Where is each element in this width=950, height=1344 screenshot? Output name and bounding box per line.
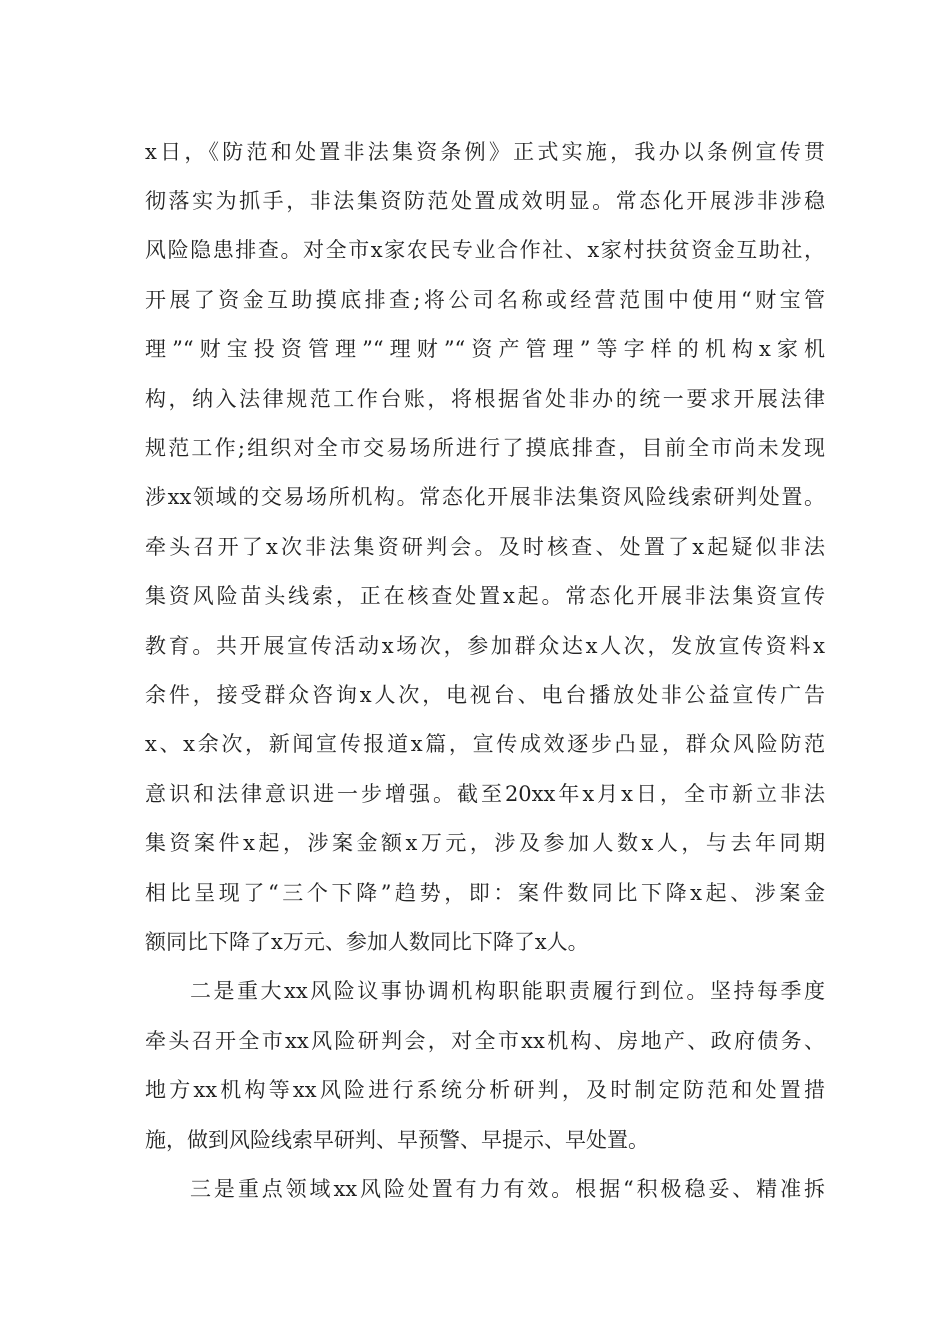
paragraph-first-line: 二是重大xx风险议事协调机构职能职责履行到位。坚持每季度 xyxy=(190,979,825,1003)
text-line: 教育。共开展宣传活动x场次，参加群众达x人次，发放宣传资料x xyxy=(145,634,825,658)
text-line: 涉xx领域的交易场所机构。常态化开展非法集资风险线索研判处置。 xyxy=(145,485,825,509)
text-line: 施，做到风险线索早研判、早预警、早提示、早处置。 xyxy=(145,1128,649,1152)
text-line: x日，《防范和处置非法集资条例》正式实施，我办以条例宣传贯 xyxy=(145,140,825,164)
text-line: 集资案件x起，涉案金额x万元，涉及参加人数x人，与去年同期 xyxy=(145,831,825,855)
text-line: 牵头召开了x次非法集资研判会。及时核查、处置了x起疑似非法 xyxy=(145,535,825,559)
paragraph-first-line: 三是重点领域xx风险处置有力有效。根据“积极稳妥、精准拆 xyxy=(190,1177,825,1201)
text-line: 理”“财宝投资管理”“理财”“资产管理”等字样的机构x家机 xyxy=(145,337,825,361)
text-line: 余件，接受群众咨询x人次，电视台、电台播放处非公益宣传广告 xyxy=(145,683,825,707)
text-line: 集资风险苗头线索，正在核查处置x起。常态化开展非法集资宣传 xyxy=(145,584,825,608)
text-line: 地方xx机构等xx风险进行系统分析研判，及时制定防范和处置措 xyxy=(145,1078,825,1102)
text-line: 意识和法律意识进一步增强。截至20xx年x月x日，全市新立非法 xyxy=(145,782,825,806)
text-line: 风险隐患排查。对全市x家农民专业合作社、x家村扶贫资金互助社， xyxy=(145,238,825,262)
text-line: x、x余次，新闻宣传报道x篇，宣传成效逐步凸显，群众风险防范 xyxy=(145,732,825,756)
text-line: 构，纳入法律规范工作台账，将根据省处非办的统一要求开展法律 xyxy=(145,387,825,411)
text-line: 额同比下降了x万元、参加人数同比下降了x人。 xyxy=(145,930,589,954)
text-line: 彻落实为抓手，非法集资防范处置成效明显。常态化开展涉非涉稳 xyxy=(145,189,825,213)
text-line: 开展了资金互助摸底排查;将公司名称或经营范围中使用“财宝管 xyxy=(145,288,825,312)
text-line: 牵头召开全市xx风险研判会，对全市xx机构、房地产、政府债务、 xyxy=(145,1029,825,1053)
text-line: 规范工作;组织对全市交易场所进行了摸底排查，目前全市尚未发现 xyxy=(145,436,825,460)
text-line: 相比呈现了“三个下降”趋势，即：案件数同比下降x起、涉案金 xyxy=(145,881,825,905)
